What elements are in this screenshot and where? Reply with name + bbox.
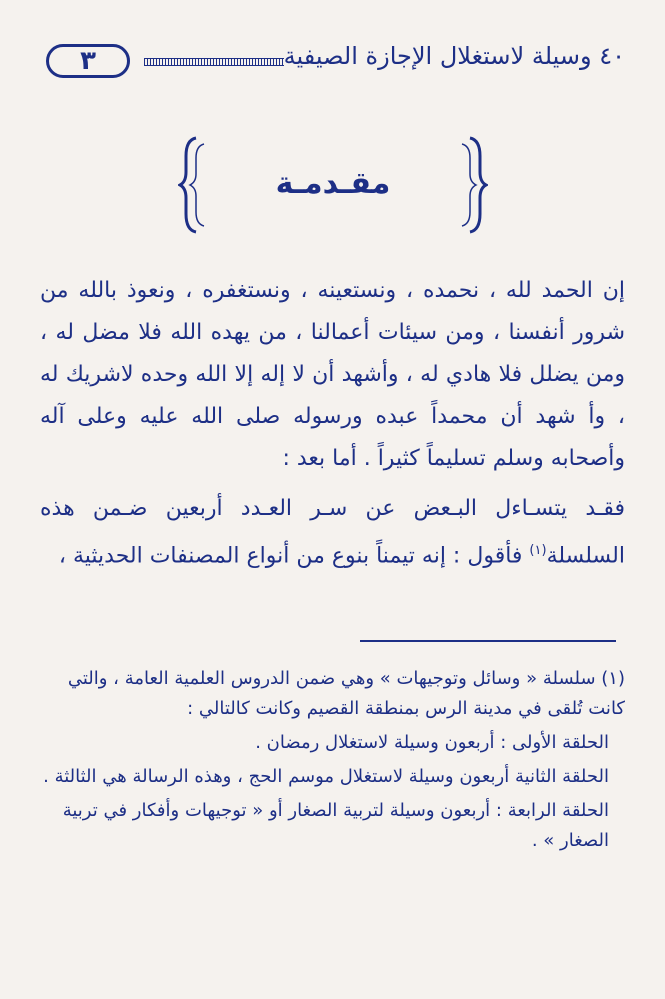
book-title: ٤٠ وسيلة لاستغلال الإجازة الصيفية: [283, 42, 625, 70]
page-number: ٣: [80, 46, 96, 76]
paragraph-text: فأقول : إنه تيمناً بنوع من أنواع المصنفات الحديثية ،: [58, 543, 530, 569]
paragraph: [40, 488, 625, 577]
footnote-line: (١) سلسلة « وسائل وتوجيهات » وهي ضمن الدروس العلمية العامة ، والتي كانت تُلقى في مدينة الرس بمنطقة القصيم وكانت كالتالي :: [67, 668, 625, 719]
footnote-marker: (١): [529, 543, 547, 558]
body-text: [40, 270, 625, 577]
header-rule: [144, 58, 284, 66]
footnote-line: الحلقة الأولى : أربعون وسيلة لاستغلال رمضان .: [255, 732, 609, 753]
footnote-divider: [360, 640, 616, 642]
page-number-badge: [46, 44, 130, 78]
section-title-frame: [178, 130, 488, 240]
footnote-line: الحلقة الثانية أربعون وسيلة لاستغلال موسم الحج ، وهذه الرسالة هي الثالثة .: [43, 766, 609, 787]
page-header: [40, 38, 625, 88]
footnote: [40, 664, 625, 860]
paragraph: إن الحمد لله ، نحمده ، ونستعينه ، ونستغفره ، ونعوذ بالله من شرور أنفسنا ، ومن سيئات أعمالنا ، من يهده الله فلا مضل له ، ومن يضلل فلا هادي له ، وأشهد أن لا إله إلا الله وحده لاشريك له ، وأ شهد أن محمداً عبده ورسوله صلى الله عليه وعلى آله وأصحابه وسلم تسليماً كثيراً . أما بعد :: [40, 278, 625, 471]
section-title: مقـدمـة: [275, 166, 391, 201]
paragraph-text: فقـد يتسـاءل البـعض عن سـر العـدد أربعين ضـمن هذه السلسلة: [40, 496, 625, 569]
footnote-line: الحلقة الرابعة : أربعون وسيلة لتربية الصغار أو « توجيهات وأفكار في تربية الصغار » .: [62, 800, 609, 851]
